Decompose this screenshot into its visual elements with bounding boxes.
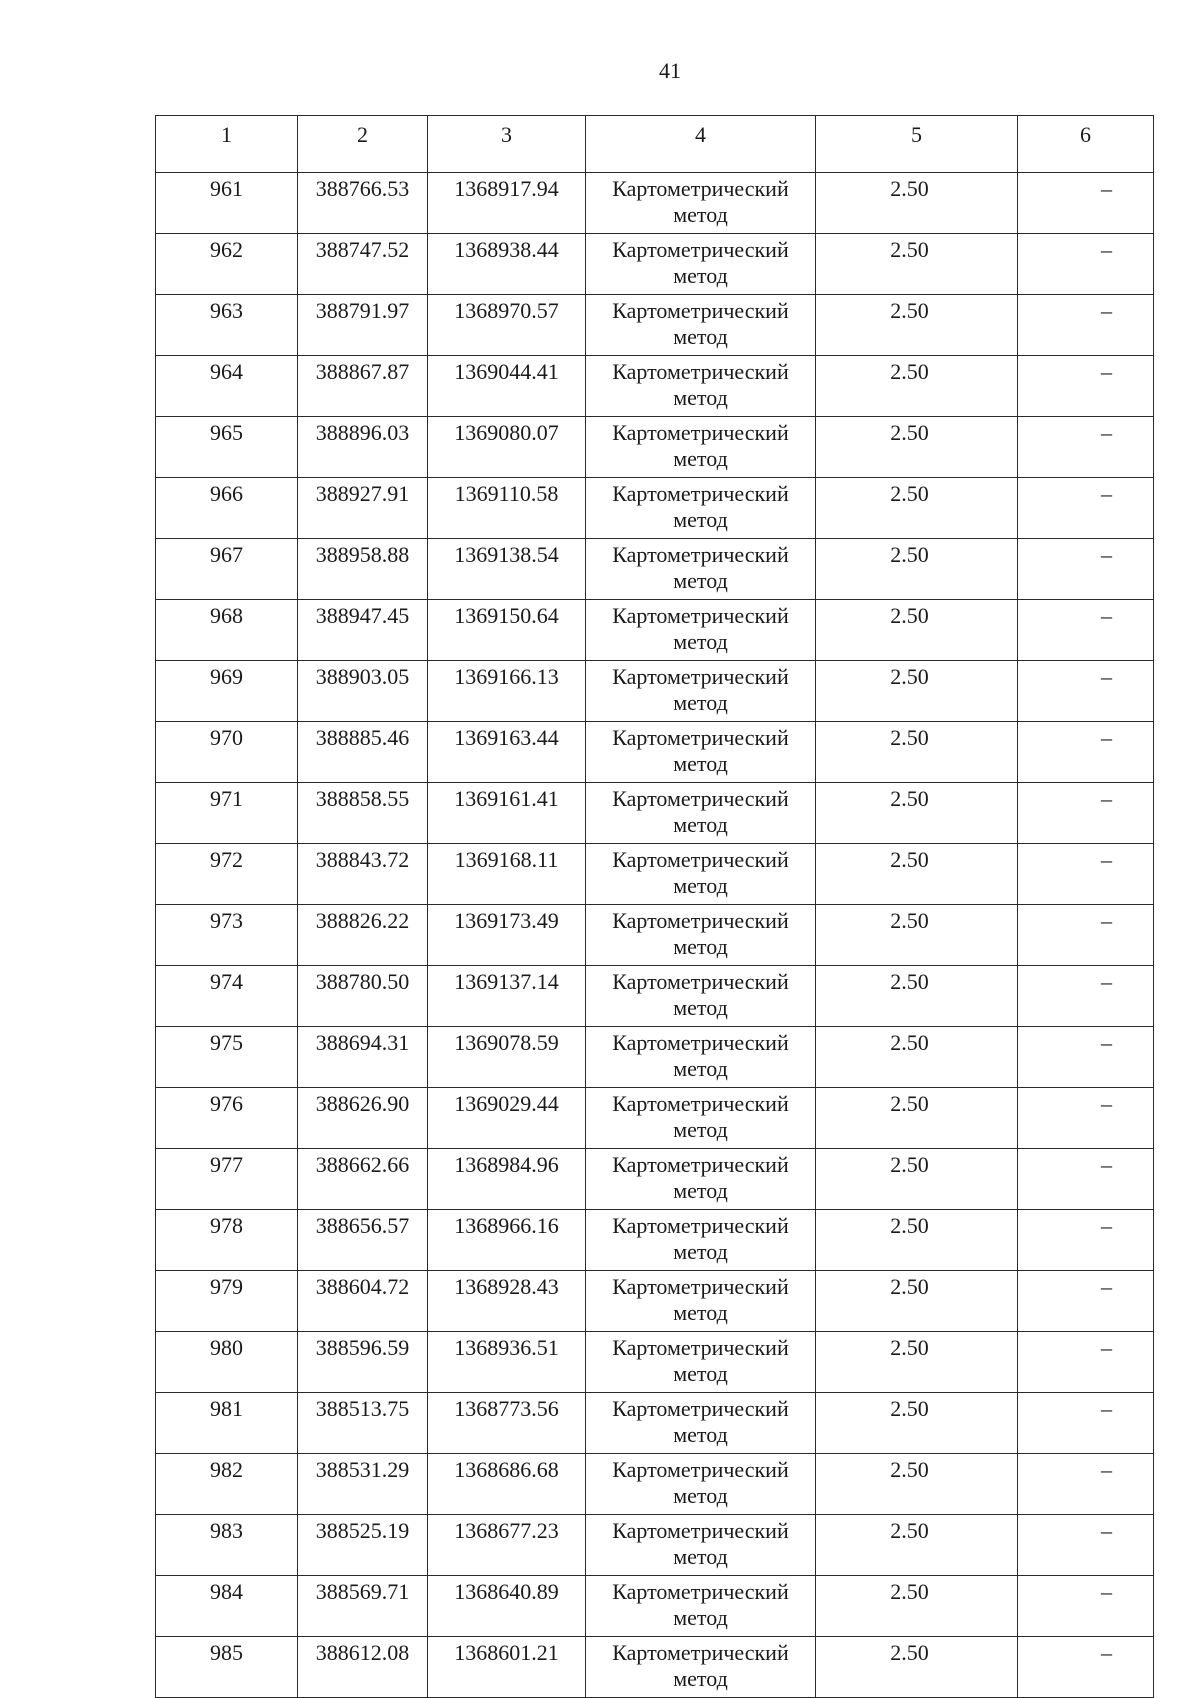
- method-cell: [586, 783, 816, 844]
- point-number-cell: 985: [156, 1637, 298, 1698]
- header-cell: 4: [586, 116, 816, 173]
- accuracy-cell: 2.50: [816, 1515, 1018, 1576]
- method-cell: [586, 1271, 816, 1332]
- point-number-cell: 974: [156, 966, 298, 1027]
- method-cell: [586, 600, 816, 661]
- accuracy-cell: 2.50: [816, 539, 1018, 600]
- x-coordinate-cell: 388612.08: [298, 1637, 428, 1698]
- accuracy-cell: 2.50: [816, 844, 1018, 905]
- method-cell: [586, 356, 816, 417]
- table-row: [156, 356, 1154, 417]
- note-cell: –: [1018, 539, 1154, 600]
- accuracy-cell: 2.50: [816, 1149, 1018, 1210]
- accuracy-cell: 2.50: [816, 1027, 1018, 1088]
- method-cell: [586, 417, 816, 478]
- x-coordinate-cell: 388780.50: [298, 966, 428, 1027]
- method-line-2: метод: [673, 1544, 728, 1569]
- note-cell: –: [1018, 1576, 1154, 1637]
- table-row: [156, 844, 1154, 905]
- method-line-2: метод: [673, 1178, 728, 1203]
- note-cell: –: [1018, 1515, 1154, 1576]
- y-coordinate-cell: 1369150.64: [428, 600, 586, 661]
- y-coordinate-cell: 1369168.11: [428, 844, 586, 905]
- accuracy-cell: 2.50: [816, 356, 1018, 417]
- header-cell: 2: [298, 116, 428, 173]
- point-number-cell: 980: [156, 1332, 298, 1393]
- point-number-cell: 964: [156, 356, 298, 417]
- method-line-1: Картометрический: [612, 847, 789, 872]
- point-number-cell: 962: [156, 234, 298, 295]
- method-cell: [586, 1454, 816, 1515]
- y-coordinate-cell: 1368601.21: [428, 1637, 586, 1698]
- y-coordinate-cell: 1369173.49: [428, 905, 586, 966]
- method-line-2: метод: [673, 629, 728, 654]
- method-cell: [586, 173, 816, 234]
- method-line-1: Картометрический: [612, 298, 789, 323]
- method-line-1: Картометрический: [612, 725, 789, 750]
- point-number-cell: 970: [156, 722, 298, 783]
- method-cell: [586, 234, 816, 295]
- method-line-1: Картометрический: [612, 237, 789, 262]
- method-line-1: Картометрический: [612, 420, 789, 445]
- point-number-cell: 963: [156, 295, 298, 356]
- y-coordinate-cell: 1368966.16: [428, 1210, 586, 1271]
- header-cell: 6: [1018, 116, 1154, 173]
- note-cell: –: [1018, 1393, 1154, 1454]
- method-line-1: Картометрический: [612, 176, 789, 201]
- method-line-1: Картометрический: [612, 1152, 789, 1177]
- method-line-2: метод: [673, 263, 728, 288]
- method-line-1: Картометрический: [612, 969, 789, 994]
- method-cell: [586, 966, 816, 1027]
- note-cell: –: [1018, 966, 1154, 1027]
- method-cell: [586, 478, 816, 539]
- table-body: [156, 173, 1154, 1698]
- x-coordinate-cell: 388656.57: [298, 1210, 428, 1271]
- header-row: [156, 116, 1154, 173]
- method-line-2: метод: [673, 324, 728, 349]
- table-row: [156, 661, 1154, 722]
- method-line-1: Картометрический: [612, 603, 789, 628]
- accuracy-cell: 2.50: [816, 1637, 1018, 1698]
- method-line-1: Картометрический: [612, 1213, 789, 1238]
- method-line-1: Картометрический: [612, 359, 789, 384]
- method-line-2: метод: [673, 446, 728, 471]
- method-line-2: метод: [673, 1239, 728, 1264]
- method-cell: [586, 539, 816, 600]
- note-cell: –: [1018, 234, 1154, 295]
- table-row: [156, 1393, 1154, 1454]
- method-cell: [586, 1393, 816, 1454]
- y-coordinate-cell: 1369044.41: [428, 356, 586, 417]
- table-row: [156, 1454, 1154, 1515]
- method-line-1: Картометрический: [612, 1396, 789, 1421]
- method-cell: [586, 1637, 816, 1698]
- note-cell: –: [1018, 295, 1154, 356]
- x-coordinate-cell: 388896.03: [298, 417, 428, 478]
- point-number-cell: 967: [156, 539, 298, 600]
- table-row: [156, 1576, 1154, 1637]
- method-line-1: Картометрический: [612, 1579, 789, 1604]
- point-number-cell: 969: [156, 661, 298, 722]
- table-row: [156, 539, 1154, 600]
- note-cell: –: [1018, 356, 1154, 417]
- method-line-2: метод: [673, 1361, 728, 1386]
- table-row: [156, 173, 1154, 234]
- x-coordinate-cell: 388604.72: [298, 1271, 428, 1332]
- y-coordinate-cell: 1369078.59: [428, 1027, 586, 1088]
- method-line-1: Картометрический: [612, 664, 789, 689]
- method-cell: [586, 722, 816, 783]
- table-row: [156, 478, 1154, 539]
- method-cell: [586, 1515, 816, 1576]
- x-coordinate-cell: 388531.29: [298, 1454, 428, 1515]
- accuracy-cell: 2.50: [816, 173, 1018, 234]
- method-line-2: метод: [673, 751, 728, 776]
- x-coordinate-cell: 388826.22: [298, 905, 428, 966]
- x-coordinate-cell: 388927.91: [298, 478, 428, 539]
- accuracy-cell: 2.50: [816, 966, 1018, 1027]
- method-line-2: метод: [673, 873, 728, 898]
- y-coordinate-cell: 1369029.44: [428, 1088, 586, 1149]
- note-cell: –: [1018, 722, 1154, 783]
- accuracy-cell: 2.50: [816, 1088, 1018, 1149]
- method-line-2: метод: [673, 934, 728, 959]
- accuracy-cell: 2.50: [816, 1210, 1018, 1271]
- method-cell: [586, 1332, 816, 1393]
- table-row: [156, 905, 1154, 966]
- x-coordinate-cell: 388513.75: [298, 1393, 428, 1454]
- method-line-2: метод: [673, 568, 728, 593]
- method-line-2: метод: [673, 507, 728, 532]
- header-cell: 5: [816, 116, 1018, 173]
- point-number-cell: 977: [156, 1149, 298, 1210]
- method-cell: [586, 844, 816, 905]
- table-row: [156, 295, 1154, 356]
- table-row: [156, 1637, 1154, 1698]
- note-cell: –: [1018, 1637, 1154, 1698]
- method-line-2: метод: [673, 1666, 728, 1691]
- header-cell: 1: [156, 116, 298, 173]
- accuracy-cell: 2.50: [816, 783, 1018, 844]
- accuracy-cell: 2.50: [816, 905, 1018, 966]
- accuracy-cell: 2.50: [816, 417, 1018, 478]
- accuracy-cell: 2.50: [816, 1454, 1018, 1515]
- y-coordinate-cell: 1369080.07: [428, 417, 586, 478]
- table-row: [156, 1149, 1154, 1210]
- x-coordinate-cell: 388867.87: [298, 356, 428, 417]
- y-coordinate-cell: 1368984.96: [428, 1149, 586, 1210]
- note-cell: –: [1018, 905, 1154, 966]
- y-coordinate-cell: 1369163.44: [428, 722, 586, 783]
- method-line-2: метод: [673, 812, 728, 837]
- method-line-2: метод: [673, 1056, 728, 1081]
- x-coordinate-cell: 388903.05: [298, 661, 428, 722]
- point-number-cell: 984: [156, 1576, 298, 1637]
- y-coordinate-cell: 1368936.51: [428, 1332, 586, 1393]
- y-coordinate-cell: 1369161.41: [428, 783, 586, 844]
- accuracy-cell: 2.50: [816, 234, 1018, 295]
- table-row: [156, 783, 1154, 844]
- y-coordinate-cell: 1369137.14: [428, 966, 586, 1027]
- note-cell: –: [1018, 661, 1154, 722]
- x-coordinate-cell: 388947.45: [298, 600, 428, 661]
- method-cell: [586, 905, 816, 966]
- point-number-cell: 983: [156, 1515, 298, 1576]
- method-line-1: Картометрический: [612, 1030, 789, 1055]
- table-row: [156, 1515, 1154, 1576]
- method-line-1: Картометрический: [612, 481, 789, 506]
- table-row: [156, 722, 1154, 783]
- method-line-1: Картометрический: [612, 1091, 789, 1116]
- table-row: [156, 1027, 1154, 1088]
- point-number-cell: 976: [156, 1088, 298, 1149]
- accuracy-cell: 2.50: [816, 1332, 1018, 1393]
- note-cell: –: [1018, 1027, 1154, 1088]
- note-cell: –: [1018, 417, 1154, 478]
- y-coordinate-cell: 1368677.23: [428, 1515, 586, 1576]
- y-coordinate-cell: 1368970.57: [428, 295, 586, 356]
- method-line-2: метод: [673, 690, 728, 715]
- table-row: [156, 966, 1154, 1027]
- method-line-2: метод: [673, 1422, 728, 1447]
- note-cell: –: [1018, 1332, 1154, 1393]
- table-row: [156, 417, 1154, 478]
- point-number-cell: 978: [156, 1210, 298, 1271]
- point-number-cell: 972: [156, 844, 298, 905]
- note-cell: –: [1018, 844, 1154, 905]
- page-number: 41: [659, 58, 681, 83]
- y-coordinate-cell: 1368938.44: [428, 234, 586, 295]
- table-row: [156, 1088, 1154, 1149]
- note-cell: –: [1018, 173, 1154, 234]
- x-coordinate-cell: 388885.46: [298, 722, 428, 783]
- y-coordinate-cell: 1369166.13: [428, 661, 586, 722]
- note-cell: –: [1018, 600, 1154, 661]
- method-line-2: метод: [673, 995, 728, 1020]
- y-coordinate-cell: 1369110.58: [428, 478, 586, 539]
- method-line-2: метод: [673, 1483, 728, 1508]
- accuracy-cell: 2.50: [816, 1576, 1018, 1637]
- x-coordinate-cell: 388791.97: [298, 295, 428, 356]
- method-line-1: Картометрический: [612, 1640, 789, 1665]
- point-number-cell: 971: [156, 783, 298, 844]
- x-coordinate-cell: 388858.55: [298, 783, 428, 844]
- note-cell: –: [1018, 783, 1154, 844]
- accuracy-cell: 2.50: [816, 600, 1018, 661]
- accuracy-cell: 2.50: [816, 295, 1018, 356]
- y-coordinate-cell: 1368686.68: [428, 1454, 586, 1515]
- y-coordinate-cell: 1368917.94: [428, 173, 586, 234]
- table-row: [156, 234, 1154, 295]
- x-coordinate-cell: 388569.71: [298, 1576, 428, 1637]
- x-coordinate-cell: 388626.90: [298, 1088, 428, 1149]
- x-coordinate-cell: 388596.59: [298, 1332, 428, 1393]
- point-number-cell: 979: [156, 1271, 298, 1332]
- method-line-1: Картометрический: [612, 786, 789, 811]
- method-cell: [586, 1210, 816, 1271]
- method-cell: [586, 1149, 816, 1210]
- note-cell: –: [1018, 1088, 1154, 1149]
- y-coordinate-cell: 1369138.54: [428, 539, 586, 600]
- method-line-2: метод: [673, 1300, 728, 1325]
- x-coordinate-cell: 388747.52: [298, 234, 428, 295]
- y-coordinate-cell: 1368640.89: [428, 1576, 586, 1637]
- method-line-2: метод: [673, 1117, 728, 1142]
- point-number-cell: 968: [156, 600, 298, 661]
- method-line-2: метод: [673, 202, 728, 227]
- accuracy-cell: 2.50: [816, 722, 1018, 783]
- method-line-1: Картометрический: [612, 908, 789, 933]
- coordinates-table: [155, 115, 1154, 1698]
- method-cell: [586, 1027, 816, 1088]
- x-coordinate-cell: 388662.66: [298, 1149, 428, 1210]
- y-coordinate-cell: 1368928.43: [428, 1271, 586, 1332]
- point-number-cell: 965: [156, 417, 298, 478]
- accuracy-cell: 2.50: [816, 1271, 1018, 1332]
- table-row: [156, 1271, 1154, 1332]
- x-coordinate-cell: 388766.53: [298, 173, 428, 234]
- method-line-1: Картометрический: [612, 1457, 789, 1482]
- point-number-cell: 982: [156, 1454, 298, 1515]
- x-coordinate-cell: 388694.31: [298, 1027, 428, 1088]
- method-line-1: Картометрический: [612, 1274, 789, 1299]
- x-coordinate-cell: 388843.72: [298, 844, 428, 905]
- method-line-1: Картометрический: [612, 1335, 789, 1360]
- x-coordinate-cell: 388958.88: [298, 539, 428, 600]
- table-row: [156, 1332, 1154, 1393]
- table-row: [156, 1210, 1154, 1271]
- method-line-1: Картометрический: [612, 1518, 789, 1543]
- method-cell: [586, 1088, 816, 1149]
- method-line-1: Картометрический: [612, 542, 789, 567]
- note-cell: –: [1018, 1210, 1154, 1271]
- header-cell: 3: [428, 116, 586, 173]
- point-number-cell: 966: [156, 478, 298, 539]
- point-number-cell: 981: [156, 1393, 298, 1454]
- point-number-cell: 973: [156, 905, 298, 966]
- method-cell: [586, 1576, 816, 1637]
- accuracy-cell: 2.50: [816, 478, 1018, 539]
- note-cell: –: [1018, 478, 1154, 539]
- method-cell: [586, 295, 816, 356]
- point-number-cell: 975: [156, 1027, 298, 1088]
- method-line-2: метод: [673, 385, 728, 410]
- method-line-2: метод: [673, 1605, 728, 1630]
- accuracy-cell: 2.50: [816, 661, 1018, 722]
- note-cell: –: [1018, 1271, 1154, 1332]
- note-cell: –: [1018, 1149, 1154, 1210]
- method-cell: [586, 661, 816, 722]
- y-coordinate-cell: 1368773.56: [428, 1393, 586, 1454]
- accuracy-cell: 2.50: [816, 1393, 1018, 1454]
- table-row: [156, 600, 1154, 661]
- point-number-cell: 961: [156, 173, 298, 234]
- x-coordinate-cell: 388525.19: [298, 1515, 428, 1576]
- note-cell: –: [1018, 1454, 1154, 1515]
